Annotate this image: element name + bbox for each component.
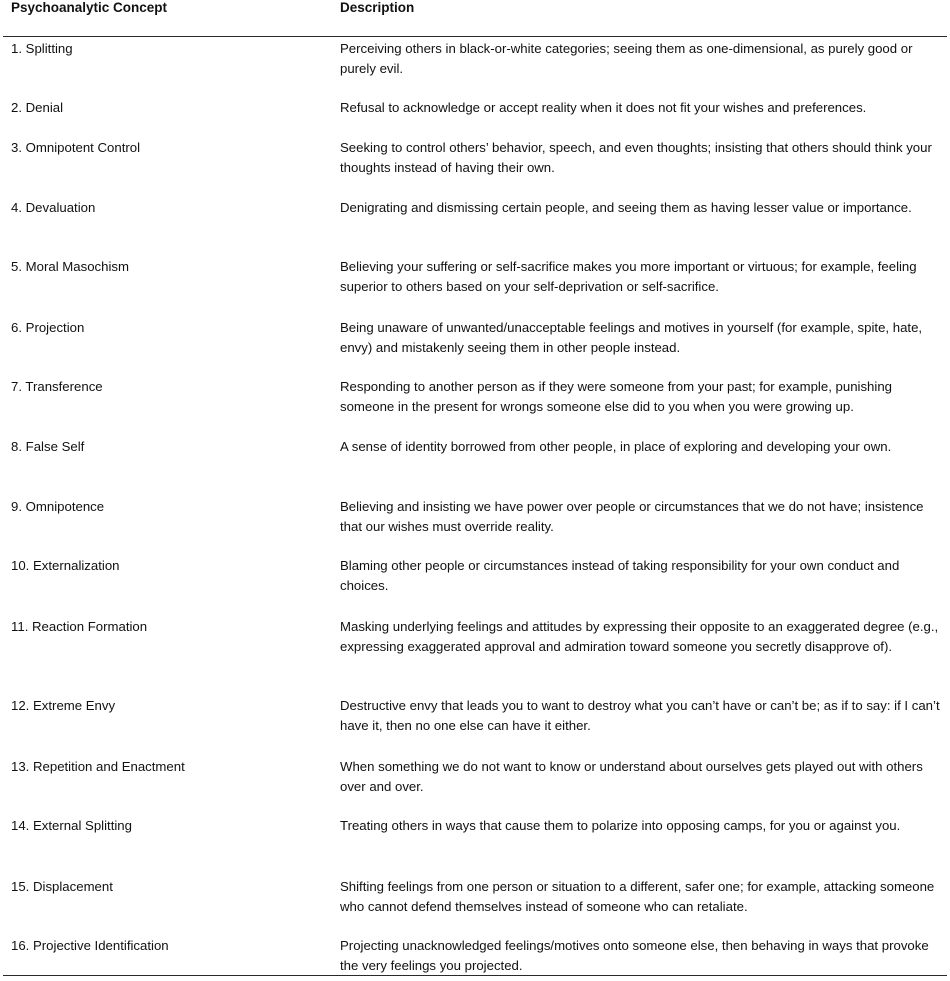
- description-cell: Destructive envy that leads you to want to destroy what you can’t have or can’t be; as if to say: if I can’t have it, then no one else can have it either.: [340, 698, 940, 733]
- concept-cell: 7. Transference: [11, 379, 103, 394]
- concept-cell: 2. Denial: [11, 100, 64, 115]
- description-cell: Projecting unacknowledged feelings/motives onto someone else, then behaving in ways that provoke the very feelings you projected.: [340, 938, 929, 973]
- concept-cell: 12. Extreme Envy: [11, 698, 116, 713]
- description-cell: Masking underlying feelings and attitudes by expressing their opposite to an exaggerated degree (e.g., expressing exaggerated approval and admiration toward someone you secretly disapprove of).: [340, 619, 939, 654]
- description-cell: Believing and insisting we have power over people or circumstances that we do not have; insistence that our wishes must override reality.: [340, 499, 924, 534]
- concept-cell: 6. Projection: [11, 320, 85, 335]
- description-cell: A sense of identity borrowed from other people, in place of exploring and developing your own.: [340, 439, 892, 454]
- table-bottom-rule: [3, 975, 947, 976]
- concept-cell: 3. Omnipotent Control: [11, 140, 141, 155]
- concept-cell: 8. False Self: [11, 439, 85, 454]
- concept-cell: 14. External Splitting: [11, 818, 132, 833]
- description-cell: Denigrating and dismissing certain people, and seeing them as having lesser value or importance.: [340, 200, 912, 215]
- description-cell: Treating others in ways that cause them to polarize into opposing camps, for you or against you.: [340, 818, 901, 833]
- header-concept: Psychoanalytic Concept: [11, 0, 168, 15]
- description-cell: Being unaware of unwanted/unacceptable feelings and motives in yourself (for example, spite, hate, envy) and mistakenly seeing them in other people instead.: [340, 320, 923, 355]
- table-header: [3, 0, 947, 37]
- description-cell: Responding to another person as if they were someone from your past; for example, punishing someone in the present for wrongs someone else did to you when you were growing up.: [340, 379, 892, 414]
- description-cell: Shifting feelings from one person or situation to a different, safer one; for example, attacking someone who cannot defend themselves instead of someone who can retaliate.: [340, 879, 935, 914]
- concepts-table: [3, 0, 947, 973]
- concept-cell: 1. Splitting: [11, 41, 73, 56]
- header-description: Description: [340, 0, 415, 15]
- description-cell: Blaming other people or circumstances instead of taking responsibility for your own conduct and choices.: [340, 558, 900, 593]
- concept-cell: 11. Reaction Formation: [11, 619, 148, 634]
- description-cell: Seeking to control others’ behavior, speech, and even thoughts; insisting that others should think your thoughts instead of having their own.: [340, 140, 932, 175]
- concept-cell: 16. Projective Identification: [11, 938, 169, 953]
- concept-cell: 10. Externalization: [11, 558, 120, 573]
- description-cell: Believing your suffering or self-sacrifice makes you more important or virtuous; for example, feeling superior to others based on your self-deprivation or self-sacrifice.: [340, 259, 917, 294]
- description-cell: Perceiving others in black-or-white categories; seeing them as one-dimensional, as purely good or purely evil.: [340, 41, 913, 76]
- concept-cell: 4. Devaluation: [11, 200, 96, 215]
- concept-cell: 9. Omnipotence: [11, 499, 105, 514]
- description-cell: Refusal to acknowledge or accept reality when it does not fit your wishes and preferences.: [340, 100, 867, 115]
- concept-cell: 13. Repetition and Enactment: [11, 759, 185, 774]
- description-cell: When something we do not want to know or understand about ourselves gets played out with others over and over.: [340, 759, 923, 794]
- concept-cell: 5. Moral Masochism: [11, 259, 129, 274]
- concept-cell: 15. Displacement: [11, 879, 113, 894]
